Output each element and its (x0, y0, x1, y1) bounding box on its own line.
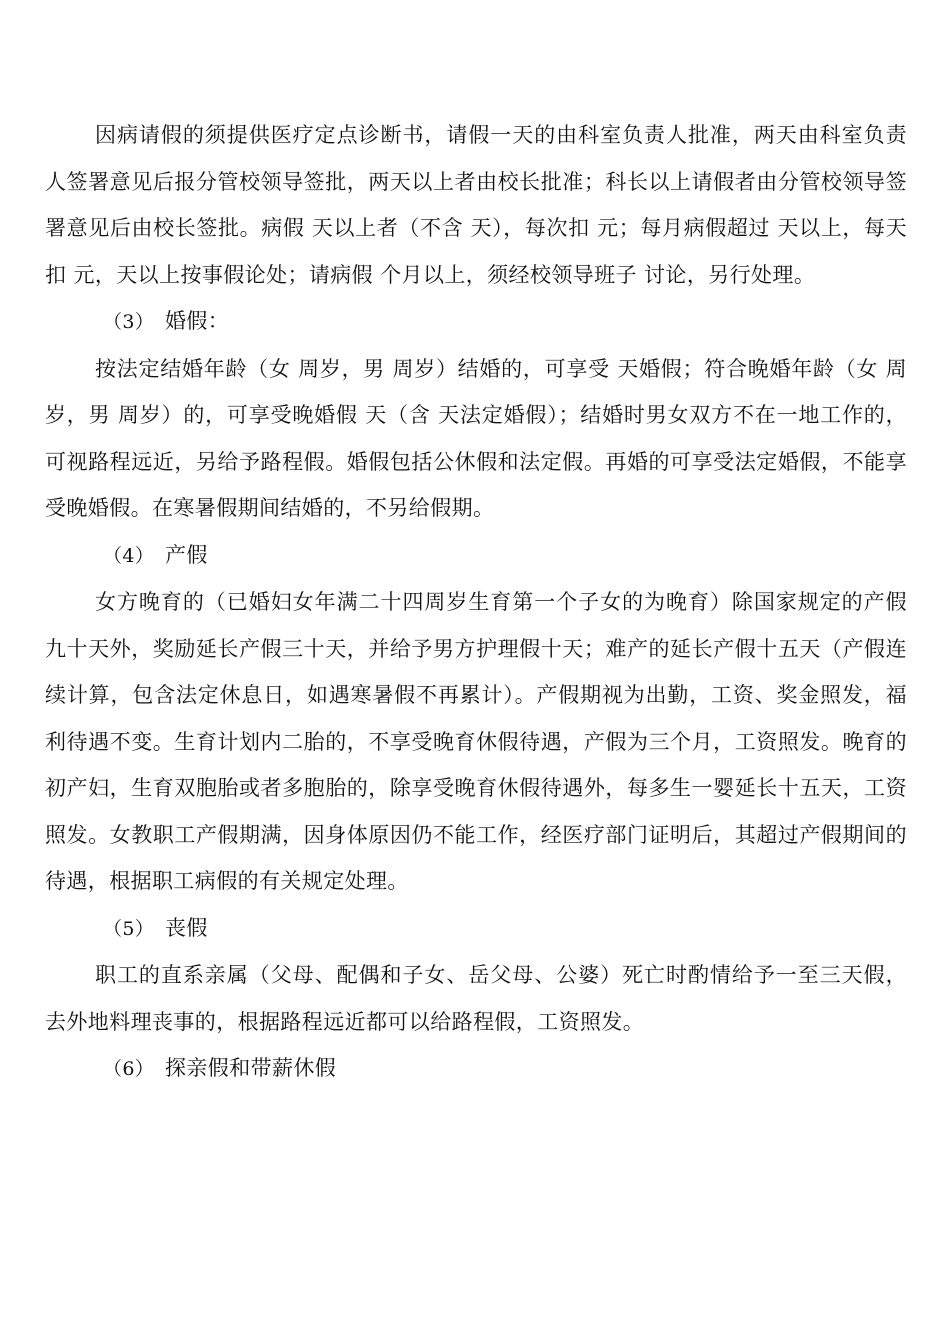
heading-number: （3） (103, 311, 155, 333)
maternity-leave-paragraph: 女方晚育的（已婚妇女年满二十四周岁生育第一个子女的为晚育）除国家规定的产假九十天外，奖励延长产假三十天，并给予男方护理假十天；难产的延长产假十五天（产假连续计算，包含法定休息日，如遇寒暑假不再累计）。产假期视为出勤，工资、奖金照发，福利待遇不变。生育计划内二胎的，不享受晚育休假待遇，产假为三个月，工资照发。晚育的初产妇，生育双胞胎或者多胞胎的，除享受晚育休假待遇外，每多生一婴延长十五天，工资照发。女教职工产假期满，因身体原因仍不能工作，经医疗部门证明后，其超过产假期间的待遇，根据职工病假的有关规定处理。 (45, 590, 907, 893)
sick-leave-paragraph: 因病请假的须提供医疗定点诊断书，请假一天的由科室负责人批准，两天由科室负责人签署意见后报分管校领导签批，两天以上者由校长批准；科长以上请假者由分管校领导签署意见后由校长签批。病假 天以上者（不含 天），每次扣 元；每月病假超过 天以上，每天扣 元，天以上按事假论处；请病假 个月以上，须经校领导班子 讨论，另行处理。 (45, 123, 907, 287)
bereavement-leave-heading (45, 905, 907, 953)
maternity-leave-heading (45, 532, 907, 580)
marriage-leave-paragraph: 按法定结婚年龄（女 周岁，男 周岁）结婚的，可享受 天婚假；符合晚婚年龄（女 周岁，男 周岁）的，可享受晚婚假 天（含 天法定婚假）；结婚时男女双方不在一地工作的，可视路程远近，另给予路程假。婚假包括公休假和法定假。再婚的可享受法定婚假，不能享受晚婚假。在寒暑假期间结婚的，不另给假期。 (45, 356, 907, 520)
marriage-leave-heading (45, 298, 907, 346)
heading-number: （5） (103, 917, 155, 940)
document-page (45, 112, 907, 1093)
heading-title: 产假 (165, 542, 208, 567)
heading-title: 探亲假和带薪休假 (165, 1056, 337, 1080)
heading-title: 丧假 (165, 915, 208, 940)
bereavement-leave-paragraph: 职工的直系亲属（父母、配偶和子女、岳父母、公婆）死亡时酌情给予一至三天假，去外地料理丧事的，根据路程远近都可以给路程假，工资照发。 (45, 963, 907, 1034)
family-visit-leave-heading (45, 1045, 907, 1093)
heading-number: （6） (103, 1058, 155, 1080)
heading-title: 婚假： (165, 309, 230, 333)
heading-number: （4） (103, 544, 155, 567)
